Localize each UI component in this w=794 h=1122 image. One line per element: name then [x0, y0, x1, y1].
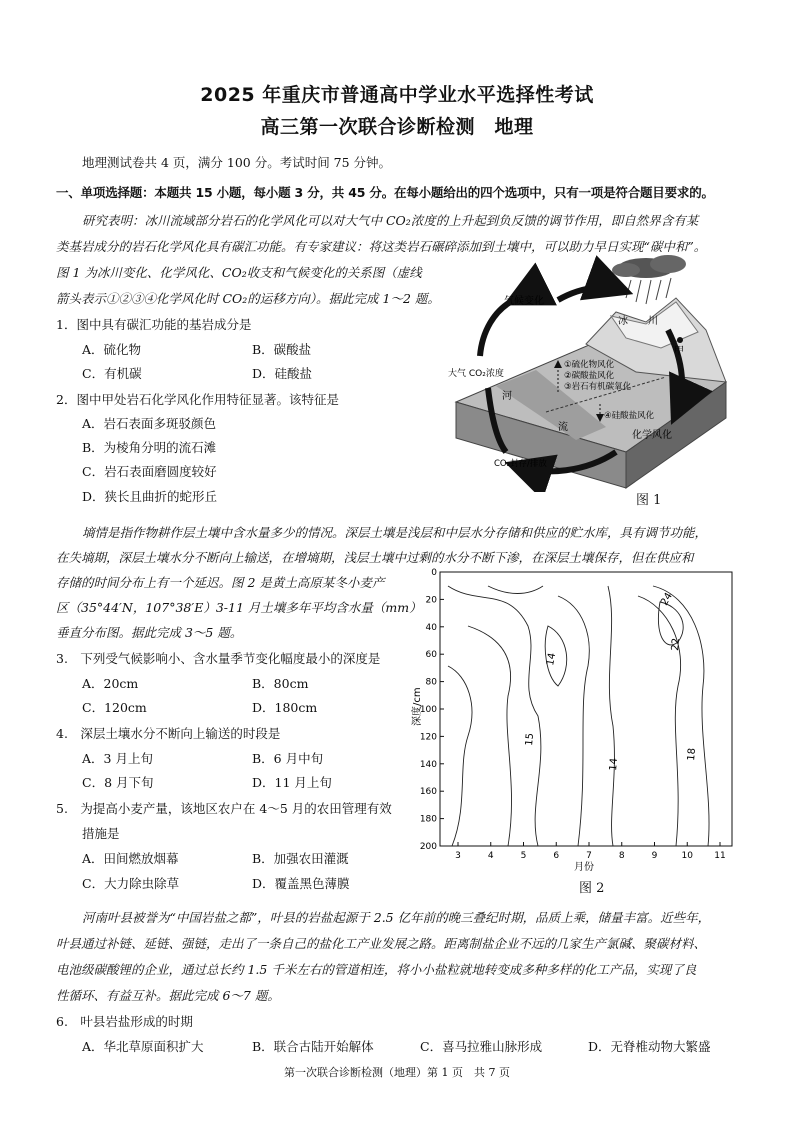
question-6-option-d[interactable]: D．无脊椎动物大繁盛: [588, 1039, 711, 1054]
question-5-option-b[interactable]: B．加强农田灌溉: [252, 851, 349, 866]
question-5-stem-line1: 5. 为提高小麦产量，该地区农户在 4～5 月的农田管理有效: [56, 801, 392, 816]
question-4-stem: 4. 深层土壤水分不断向上输送的时段是: [56, 726, 281, 741]
x-tick-label: 8: [618, 851, 625, 861]
y-tick-label: 180: [419, 814, 437, 825]
passage1-line2: 类基岩成分的岩石化学风化具有碳汇功能。有专家建议：将这类岩石碾碎添加到土壤中，可以助力早日实现“碳中和”。: [56, 239, 707, 254]
fig1-label-store: CO₂封存/排放: [494, 459, 547, 469]
fig1-label-3: ③岩石有机碳氧化: [564, 382, 632, 392]
y-tick-label: 100: [419, 705, 437, 715]
passage1-line1: 研究表明：冰川流域部分岩石的化学风化可以对大气中 CO₂浓度的上升起到负反馈的调节作用，即自然界含有某: [82, 213, 699, 228]
fig1-label-river-1: 河: [502, 391, 512, 402]
x-tick-label: 5: [520, 851, 527, 861]
question-6-stem: 6. 叶县岩盐形成的时期: [56, 1014, 193, 1029]
fig1-label-4: ④硅酸盐风化: [604, 411, 655, 421]
question-5-option-d[interactable]: D．覆盖黑色薄膜: [252, 876, 350, 891]
fig1-label-weathering: 化学风化: [632, 430, 672, 441]
question-2-option-c[interactable]: C．岩石表面磨圆度较好: [82, 464, 217, 479]
figure-1-diagram: [436, 252, 740, 492]
section-heading: 一、单项选择题：本题共 15 小题，每小题 3 分，共 45 分。在每小题给出的四个选项中，只有一项是符合题目要求的。: [56, 185, 714, 200]
question-2-option-a[interactable]: A．岩石表面多斑驳颜色: [82, 416, 217, 431]
y-tick-label: 60: [425, 650, 437, 661]
x-tick-label: 10: [681, 851, 693, 861]
passage1-line3: 图 1 为冰川变化、化学风化、CO₂收支和气候变化的关系图（虚线: [56, 265, 422, 280]
figure-2-contour-chart: [408, 566, 738, 878]
question-5-option-a[interactable]: A．田间燃放烟幕: [82, 851, 179, 866]
fig1-label-glacier-2: 川: [648, 316, 658, 327]
fig1-label-1: ①硫化物风化: [564, 360, 615, 370]
question-1-option-d[interactable]: D．硅酸盐: [252, 366, 313, 381]
passage3-line2: 叶县通过补链、延链、强链，走出了一条自己的盐化工产业发展之路。距离制盐企业不远的几家生产氯碱、聚碳材料、: [56, 936, 707, 951]
passage3-line4: 性循环、有益互补。据此完成 6～7 题。: [56, 988, 280, 1003]
question-3-option-c[interactable]: C．120cm: [82, 700, 147, 715]
fig1-label-2: ②碳酸盐风化: [564, 371, 615, 381]
exam-title: 2025 年重庆市普通高中学业水平选择性考试: [200, 84, 594, 106]
fig1-label-river-2: 流: [558, 422, 568, 433]
fig2-ylabel: 深度/cm: [412, 687, 423, 726]
y-tick-label: 140: [419, 759, 437, 770]
y-tick-label: 80: [425, 677, 437, 688]
question-4-option-b[interactable]: B．6 月中旬: [252, 751, 324, 766]
contour-label-15: 15: [524, 732, 537, 747]
question-1-stem: 1．图中具有碳汇功能的基岩成分是: [56, 317, 252, 332]
question-2-option-b[interactable]: B．为棱角分明的流石滩: [82, 440, 217, 455]
x-tick-label: 4: [487, 851, 494, 861]
y-tick-label: 0: [431, 568, 437, 578]
contour-label-24: 24: [659, 590, 675, 608]
fig2-xlabel: 月份: [574, 862, 594, 873]
question-6-option-c[interactable]: C．喜马拉雅山脉形成: [420, 1039, 543, 1054]
question-3-option-b[interactable]: B．80cm: [252, 676, 309, 691]
question-5-stem-line2: 措施是: [82, 826, 120, 841]
page-footer: 第一次联合诊断检测（地理）第 1 页 共 7 页: [284, 1066, 510, 1079]
question-3-option-d[interactable]: D．180cm: [252, 700, 318, 715]
x-tick-label: 3: [455, 851, 461, 861]
y-tick-label: 20: [425, 595, 437, 606]
figure-2-caption: 图 2: [579, 881, 605, 896]
question-2-option-d[interactable]: D．狭长且曲折的蛇形丘: [82, 489, 218, 504]
contour-label-14-b: 14: [608, 757, 621, 772]
contour-label-22: 22: [670, 637, 683, 652]
passage2-line2: 在失墒期，深层土壤水分不断向上输送，在增墒期，浅层土壤中过剩的水分不断下渗，在深层土壤保存，但在供应和: [56, 550, 694, 565]
passage2-line4: 区（35°44′N，107°38′E）3-11 月土壤多年平均含水量（mm）: [56, 600, 422, 615]
question-6-option-a[interactable]: A．华北草原面积扩大: [82, 1039, 204, 1054]
passage2-line5: 垂直分布图。据此完成 3～5 题。: [56, 625, 243, 640]
fig1-label-climate: 气候变化: [504, 296, 544, 307]
question-1-option-a[interactable]: A．硫化物: [82, 342, 142, 357]
passage1-line4: 箭头表示①②③④化学风化时 CO₂的运移方向）。据此完成 1～2 题。: [56, 291, 440, 306]
y-tick-label: 40: [425, 622, 437, 633]
fig1-label-co2: 大气 CO₂浓度: [448, 369, 504, 379]
question-3-option-a[interactable]: A．20cm: [82, 676, 139, 691]
y-tick-label: 160: [419, 787, 437, 798]
fig1-label-glacier-1: 冰: [618, 316, 628, 327]
contour-label-18: 18: [686, 747, 699, 762]
exam-subtitle: 高三第一次联合诊断检测 地理: [260, 116, 534, 138]
passage3-line3: 电池级碳酸锂的企业，通过总长约 1.5 千米左右的管道相连，将小小盐粒就地转变成多种多样的化工产品，实现了良: [56, 962, 697, 977]
intro-text: 地理测试卷共 4 页，满分 100 分。考试时间 75 分钟。: [82, 155, 392, 170]
question-4-option-a[interactable]: A．3 月上旬: [82, 751, 153, 766]
question-2-stem: 2．图中甲处岩石化学风化作用特征显著。该特征是: [56, 392, 339, 407]
x-tick-label: 11: [714, 851, 726, 861]
passage2-line1: 墒情是指作物耕作层土壤中含水量多少的情况。深层土壤是浅层和中层水分存储和供应的贮水库，具有调节功能，: [82, 525, 708, 540]
y-tick-label: 120: [419, 732, 437, 743]
passage3-line1: 河南叶县被誉为“中国岩盐之都”，叶县的岩盐起源于 2.5 亿年前的晚三叠纪时期，品质上乘，储量丰富。近些年，: [82, 910, 711, 925]
question-4-option-d[interactable]: D．11 月上旬: [252, 775, 332, 790]
contour-label-14-a: 14: [545, 652, 559, 667]
passage2-line3: 存储的时间分布上有一个延迟。图 2 是黄土高原某冬小麦产: [56, 575, 385, 590]
x-tick-label: 9: [651, 851, 658, 861]
x-tick-label: 6: [553, 851, 560, 861]
question-1-option-c[interactable]: C．有机碳: [82, 366, 142, 381]
x-tick-label: 7: [586, 851, 592, 861]
fig1-label-jia: 甲: [674, 346, 684, 357]
question-6-option-b[interactable]: B．联合古陆开始解体: [252, 1039, 374, 1054]
question-3-stem: 3. 下列受气候影响小、含水量季节变化幅度最小的深度是: [56, 651, 381, 666]
question-1-option-b[interactable]: B．碳酸盐: [252, 342, 312, 357]
y-tick-label: 200: [419, 842, 437, 852]
figure-1-caption: 图 1: [636, 493, 662, 508]
question-5-option-c[interactable]: C．大力除虫除草: [82, 876, 180, 891]
question-4-option-c[interactable]: C．8 月下旬: [82, 775, 154, 790]
